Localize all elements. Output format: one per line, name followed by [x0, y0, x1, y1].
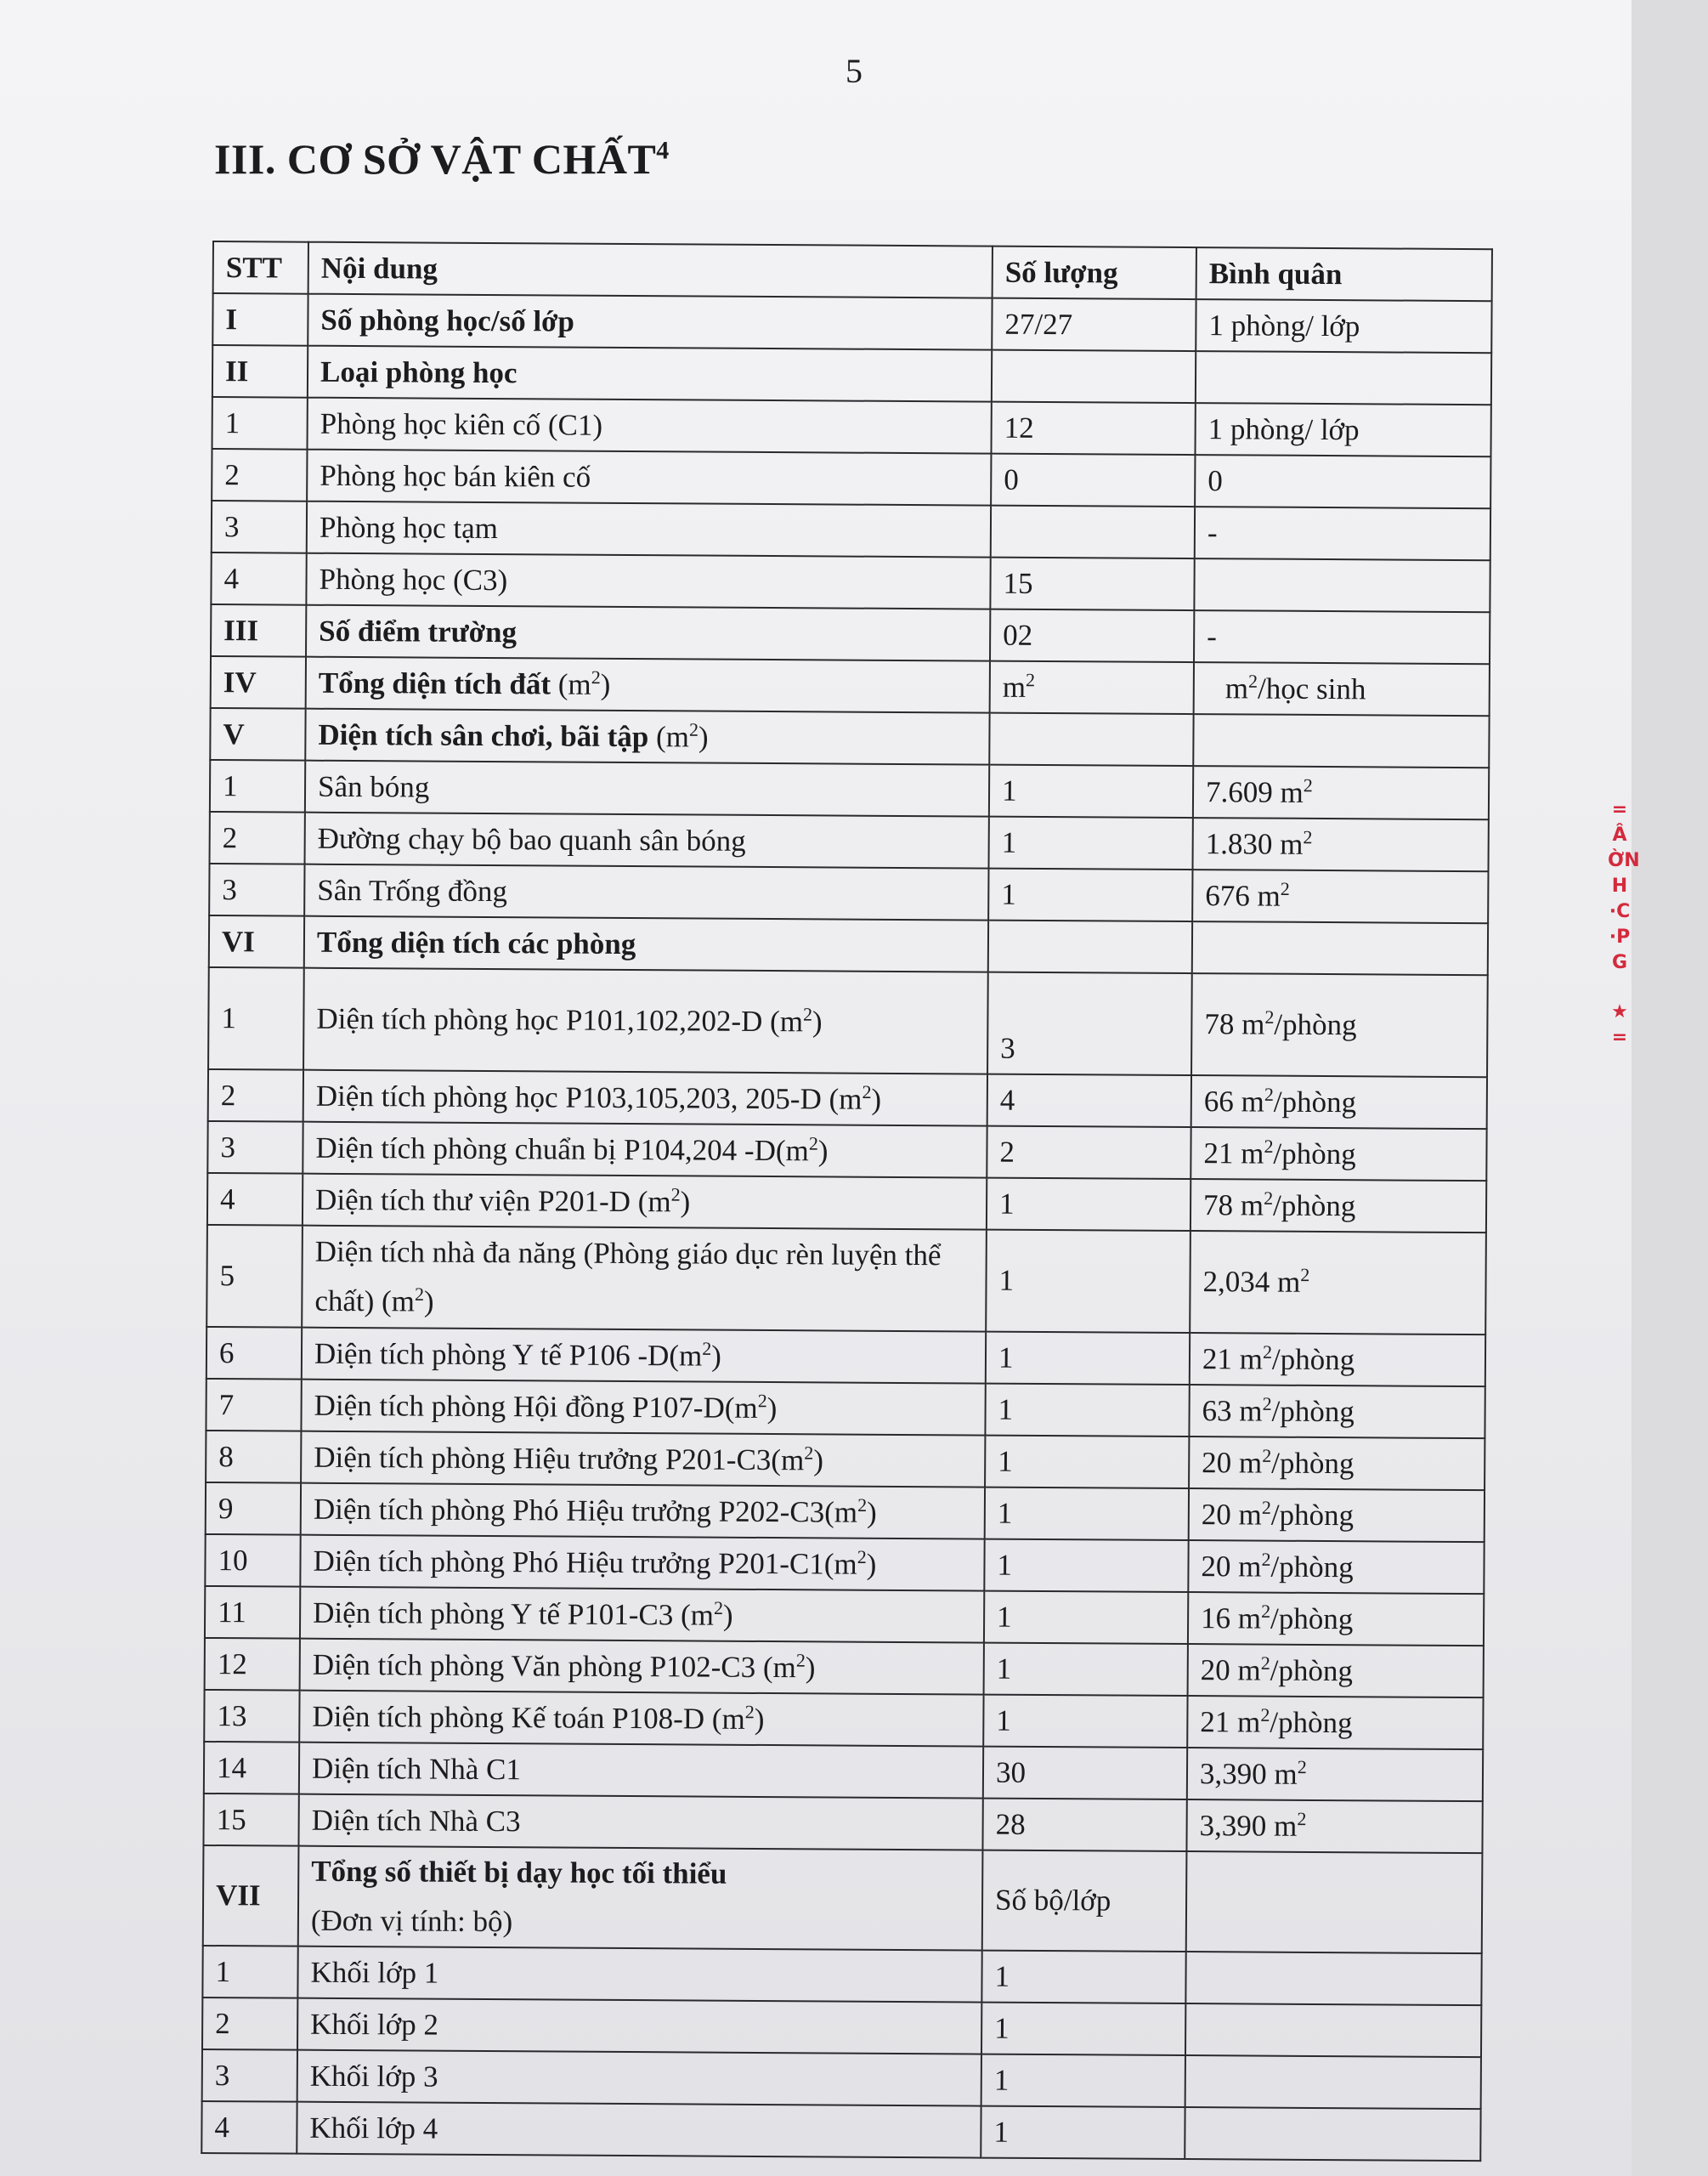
cell-content-unit: $(m^2)$	[655, 718, 709, 754]
cell-stt: IV	[211, 656, 306, 709]
cell-content	[300, 1535, 984, 1591]
cell-content	[301, 1483, 985, 1539]
cell-stt: 4	[201, 2101, 297, 2154]
cell-qty	[992, 350, 1196, 403]
cell-content-text: Phòng học bán kiên cố	[320, 458, 591, 494]
cell-content	[298, 1794, 982, 1850]
cell-content	[301, 1431, 985, 1488]
cell-stt: 11	[205, 1586, 300, 1639]
cell-content-text: Diện tích Nhà C1	[311, 1751, 522, 1786]
table-row	[212, 449, 1490, 508]
cell-content-text: Đường chạy bộ bao quanh sân bóng	[317, 821, 746, 858]
stamp-glyph: H	[1611, 876, 1628, 897]
cell-content	[307, 502, 991, 558]
cell-stt: 3	[202, 2049, 297, 2102]
cell-qty: 1	[983, 1695, 1187, 1748]
cell-content-text: Phòng học kiên cố (C1)	[320, 406, 603, 442]
table-row	[203, 1794, 1482, 1853]
table-row	[205, 1586, 1484, 1646]
cell-avg	[1185, 1952, 1481, 2005]
cell-content-text: Diện tích phòng Y tế P106 $-D(m^2)$	[314, 1336, 722, 1373]
cell-content	[308, 346, 992, 402]
cell-content-text: Sân bóng	[317, 769, 430, 804]
cell-qty: 1	[989, 817, 1193, 870]
cell-avg	[1186, 1851, 1483, 1953]
cell-stt: II	[212, 345, 308, 398]
cell-content-text: Khối lớp 1	[310, 1955, 439, 1990]
table-row	[202, 2049, 1481, 2109]
table-row	[206, 1379, 1485, 1438]
cell-content-text: Diện tích sân chơi, bãi tập	[318, 717, 649, 753]
cell-stt: 2	[210, 812, 305, 864]
cell-avg: -	[1194, 610, 1490, 664]
cell-stt: 2	[212, 449, 307, 502]
cell-qty: 1	[987, 1178, 1191, 1231]
cell-stt: VI	[209, 915, 304, 968]
header-stt: STT	[213, 241, 308, 294]
cell-avg	[1185, 2003, 1481, 2057]
cell-avg: 676 $m^2$	[1192, 870, 1488, 923]
stamp-glyph: G	[1611, 952, 1628, 973]
table-row	[206, 1327, 1485, 1386]
cell-content-text: Diện tích phòng Y tế P101-C3 $(m^2)$	[313, 1595, 733, 1632]
cell-content	[299, 1742, 983, 1799]
cell-avg: 3,390 $m^2$	[1186, 1799, 1482, 1853]
cell-content-text: Số điểm trường	[319, 614, 517, 649]
cell-content-unit: $(m^2)$	[557, 666, 611, 701]
table-row	[210, 760, 1489, 819]
cell-stt: 3	[212, 501, 307, 553]
cell-qty: 15	[990, 558, 1194, 610]
cell-avg: 21 $m^2$/phòng	[1187, 1696, 1483, 1749]
page-number: 5	[846, 52, 862, 90]
cell-qty: 1	[984, 1539, 1188, 1592]
table-row	[211, 604, 1490, 664]
cell-stt: 14	[204, 1742, 299, 1794]
cell-avg: 7.609 $m^2$	[1193, 766, 1489, 819]
cell-content	[297, 1998, 981, 2054]
cell-stt: 4	[211, 552, 306, 605]
table-row	[202, 1946, 1481, 2005]
cell-avg: $m^2$/học sinh	[1194, 662, 1490, 716]
table-row	[209, 864, 1488, 923]
header-avg: Bình quân	[1196, 247, 1492, 301]
cell-avg: 63 $m^2$/phòng	[1189, 1385, 1485, 1438]
cell-content	[305, 709, 989, 765]
cell-content	[306, 657, 990, 713]
cell-qty: $m^2$	[990, 661, 1194, 714]
cell-content-text: Diện tích thư viện P201-D $(m^2)$	[314, 1182, 691, 1218]
cell-avg: 20 $m^2$/phòng	[1189, 1436, 1485, 1490]
stamp-glyph: ·P	[1609, 926, 1631, 948]
cell-stt: 1	[210, 760, 305, 813]
cell-stt: 3	[209, 864, 304, 916]
cell-content-text: Diện tích phòng Phó Hiệu trưởng $P202-C3(m^2)$	[313, 1492, 877, 1529]
cell-content	[307, 450, 991, 506]
cell-stt: 15	[203, 1794, 298, 1846]
cell-avg	[1194, 558, 1490, 612]
table-row	[206, 1482, 1485, 1542]
cell-content	[302, 1328, 986, 1384]
title-footnote-marker: 4	[656, 136, 670, 165]
cell-content	[304, 864, 988, 921]
cell-avg: 1 phòng/ lớp	[1196, 299, 1491, 353]
cell-content	[297, 2102, 981, 2158]
cell-qty: 1	[985, 1384, 1189, 1436]
cell-content	[298, 1846, 983, 1951]
cell-avg: -	[1195, 507, 1490, 560]
cell-avg: 16 $m^2$/phòng	[1188, 1592, 1484, 1646]
cell-stt: 2	[208, 1069, 303, 1122]
cell-content-text: Diện tích phòng Hiệu trưởng $P201-C3(m^2)$	[314, 1440, 824, 1476]
cell-avg	[1185, 2055, 1481, 2109]
cell-qty: 2	[987, 1126, 1191, 1179]
cell-stt: 8	[206, 1431, 301, 1483]
cell-content-text: Diện tích phòng Phó Hiệu trưởng $P201-C1(m^2)$	[313, 1544, 877, 1581]
table-row	[210, 812, 1489, 871]
cell-content-subline: (Đơn vị tính: bộ)	[310, 1903, 513, 1939]
cell-content-text: Diện tích phòng Hội đồng $P107-D(m^2)$	[314, 1388, 778, 1425]
cell-qty: 1	[986, 1332, 1190, 1385]
table-row	[211, 656, 1490, 716]
red-stamp-fragment	[1608, 797, 1640, 1069]
cell-content-text: Tổng diện tích các phòng	[316, 925, 636, 960]
cell-content	[303, 1174, 987, 1230]
table-row	[205, 1638, 1484, 1697]
cell-content-text: Diện tích nhà đa năng (Phòng giáo dục rèn luyện thể chất) $(m^2)$	[314, 1234, 942, 1318]
cell-content-text: Khối lớp 3	[309, 2059, 438, 2094]
cell-qty: 12	[991, 402, 1195, 455]
cell-qty: 0	[991, 454, 1195, 507]
section-title	[214, 134, 670, 184]
cell-content-text: Khối lớp 4	[309, 2111, 438, 2145]
cell-qty: 1	[981, 2054, 1185, 2107]
table-row	[212, 345, 1491, 405]
facilities-table-body	[201, 241, 1492, 2161]
cell-qty	[991, 506, 1195, 558]
cell-content-text: Diện tích Nhà C3	[311, 1803, 521, 1838]
stamp-glyph: ·C	[1609, 901, 1631, 922]
cell-stt: III	[211, 604, 306, 657]
table-row	[202, 1998, 1481, 2057]
cell-stt: 1	[208, 967, 304, 1070]
cell-stt: 9	[206, 1482, 301, 1535]
cell-content	[308, 294, 992, 350]
cell-qty: 1	[988, 869, 1192, 921]
cell-stt: 6	[206, 1327, 302, 1380]
table-row	[207, 1173, 1486, 1232]
cell-stt: 13	[204, 1690, 299, 1742]
table-row	[204, 1690, 1483, 1749]
cell-qty: 1	[981, 1951, 1185, 2003]
cell-content-text: Phòng học tạm	[319, 510, 499, 545]
cell-content-text: Phòng học (C3)	[319, 562, 508, 597]
cell-content-text: Tổng diện tích đất	[318, 666, 551, 700]
cell-qty: 02	[990, 609, 1194, 662]
cell-content	[300, 1639, 984, 1695]
table-row	[210, 708, 1489, 768]
cell-avg: 21 $m^2$/phòng	[1191, 1127, 1486, 1181]
cell-content	[299, 1691, 983, 1747]
table-row	[204, 1742, 1483, 1801]
table-row	[212, 293, 1491, 353]
cell-stt: 4	[207, 1173, 303, 1226]
cell-qty: 1	[984, 1643, 1188, 1696]
table-row	[208, 1069, 1487, 1129]
cell-qty: 1	[985, 1436, 1189, 1488]
cell-avg	[1193, 714, 1489, 768]
cell-content	[306, 605, 990, 661]
cell-content-text: Số phòng học/số lớp	[320, 303, 575, 338]
cell-content	[302, 1226, 987, 1332]
cell-content	[297, 2050, 981, 2106]
cell-content-text: Diện tích phòng Văn phòng P102-C3 $(m^2)$	[312, 1647, 816, 1684]
cell-avg: 20 $m^2$/phòng	[1188, 1644, 1484, 1697]
table-row	[212, 397, 1491, 456]
cell-content	[297, 1946, 981, 2003]
table-row	[206, 1225, 1486, 1334]
cell-stt: 1	[202, 1946, 297, 1998]
cell-content	[303, 1070, 987, 1126]
cell-content	[303, 968, 988, 1074]
stamp-glyph: =	[1611, 1027, 1628, 1048]
cell-stt: 2	[202, 1998, 297, 2050]
header-qty: Số lượng	[993, 246, 1196, 299]
cell-avg: 2,034 $m^2$	[1190, 1231, 1486, 1334]
cell-content	[303, 1122, 987, 1178]
cell-content	[305, 761, 989, 817]
section-title-text: III. CƠ SỞ VẬT CHẤT	[214, 135, 657, 183]
cell-avg: 78 $m^2$/phòng	[1191, 973, 1488, 1077]
cell-qty: 1	[989, 765, 1193, 818]
cell-avg: 1 phòng/ lớp	[1195, 403, 1490, 456]
cell-content	[308, 398, 992, 454]
cell-qty: 1	[981, 2003, 1185, 2055]
cell-avg: 20 $m^2$/phòng	[1188, 1540, 1484, 1594]
cell-avg: 21 $m^2$/phòng	[1190, 1333, 1485, 1386]
table-row	[211, 552, 1490, 612]
table-row	[201, 2101, 1480, 2161]
cell-qty: 1	[986, 1230, 1191, 1333]
table-row	[203, 1845, 1483, 1953]
cell-content-text: Loại phòng học	[320, 354, 517, 389]
cell-stt: 10	[205, 1534, 300, 1587]
cell-content-text: Diện tích phòng Kế toán P108-D $(m^2)$	[312, 1699, 765, 1736]
stamp-glyph: ★	[1611, 1001, 1628, 1023]
cell-stt: 3	[207, 1121, 303, 1174]
stamp-glyph: Â	[1612, 824, 1627, 846]
cell-content	[300, 1587, 984, 1643]
cell-qty: 30	[983, 1747, 1187, 1799]
cell-avg: 78 $m^2$/phòng	[1191, 1179, 1486, 1232]
table-header-row	[213, 241, 1492, 301]
table-row	[205, 1534, 1484, 1594]
cell-stt: 1	[212, 397, 308, 450]
cell-content	[301, 1380, 985, 1436]
cell-qty: 3	[987, 972, 1192, 1075]
stamp-glyph: =	[1611, 799, 1628, 820]
cell-content-text: Tổng số thiết bị dạy học tối thiểu	[311, 1854, 727, 1890]
header-content: Nội dung	[308, 242, 993, 298]
cell-qty	[988, 921, 1192, 973]
cell-content-text: Khối lớp 2	[310, 2007, 439, 2042]
cell-stt: V	[210, 708, 305, 761]
cell-qty: Số bộ/lớp	[982, 1850, 1187, 1952]
cell-content	[304, 916, 988, 972]
stamp-glyph: ỜN	[1608, 850, 1640, 871]
cell-avg: 20 $m^2$/phòng	[1189, 1488, 1485, 1542]
cell-qty: 1	[984, 1591, 1188, 1644]
cell-content-text: Diện tích phòng chuẩn bị P104,204 $-D(m^2)$	[315, 1130, 829, 1167]
facilities-table	[201, 241, 1493, 2162]
cell-content-text: Diện tích phòng học P103,105,203, 205-D $(m^2)$	[315, 1079, 882, 1116]
cell-stt: 5	[206, 1225, 303, 1328]
cell-avg	[1196, 351, 1491, 405]
cell-content-text: Sân Trống đồng	[317, 873, 508, 908]
cell-content-text: Diện tích phòng học P101,102,202-D $(m^2)$	[316, 1001, 823, 1039]
cell-avg	[1192, 921, 1488, 975]
cell-avg: 0	[1195, 455, 1490, 508]
cell-qty: 27/27	[992, 298, 1196, 351]
table-row	[212, 501, 1490, 560]
table-row	[206, 1431, 1485, 1490]
cell-avg: 1.830 $m^2$	[1193, 818, 1489, 871]
cell-qty: 4	[987, 1074, 1191, 1127]
cell-content	[305, 813, 989, 869]
table-row	[208, 967, 1488, 1077]
cell-stt: 12	[205, 1638, 300, 1691]
cell-qty: 28	[982, 1799, 1186, 1851]
cell-stt: VII	[203, 1845, 299, 1946]
cell-avg: 3,390 $m^2$	[1187, 1748, 1483, 1801]
table-row	[209, 915, 1488, 975]
cell-stt: I	[212, 293, 308, 346]
cell-content	[306, 553, 990, 609]
cell-stt: 7	[206, 1379, 301, 1431]
cell-qty: 1	[981, 2106, 1185, 2159]
cell-qty: 1	[985, 1488, 1189, 1540]
table-row	[207, 1121, 1486, 1181]
cell-avg	[1185, 2107, 1480, 2161]
cell-qty	[989, 713, 1193, 766]
cell-avg: 66 $m^2$/phòng	[1191, 1075, 1487, 1129]
